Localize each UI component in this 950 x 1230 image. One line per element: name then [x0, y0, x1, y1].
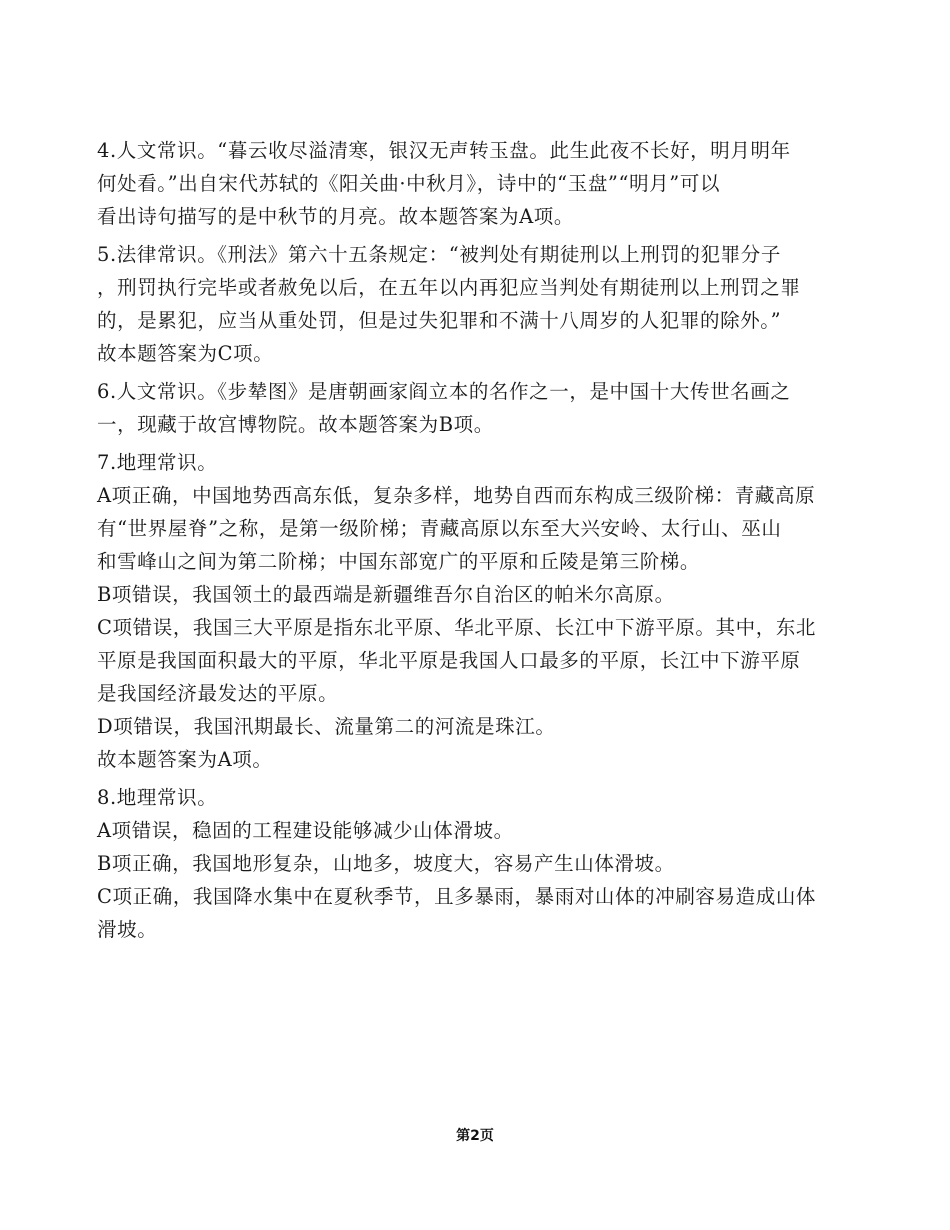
text-line: 4.人文常识。“暮云收尽溢清寒，银汉无声转玉盘。此生此夜不长好，明月明年	[97, 139, 791, 162]
text-line: 和雪峰山之间为第二阶梯；中国东部宽广的平原和丘陵是第三阶梯。	[97, 550, 701, 573]
text-line: D项错误，我国汛期最长、流量第二的河流是珠江。	[97, 715, 556, 738]
text-line: 是我国经济最发达的平原。	[97, 682, 339, 705]
text-line: B项正确，我国地形复杂，山地多，坡度大，容易产生山体滑坡。	[97, 852, 675, 875]
text-line: B项错误，我国领土的最西端是新疆维吾尔自治区的帕米尔高原。	[97, 583, 675, 606]
document-body	[97, 134, 873, 951]
text-line: A项错误，稳固的工程建设能够减少山体滑坡。	[97, 819, 514, 842]
text-line: 故本题答案为A项。	[97, 748, 273, 771]
answer-block-8	[97, 781, 873, 946]
text-line: 平原是我国面积最大的平原，华北平原是我国人口最多的平原，长江中下游平原	[97, 649, 801, 672]
text-line: A项正确，中国地势西高东低，复杂多样，地势自西而东构成三级阶梯：青藏高原	[97, 484, 816, 507]
answer-block-6	[97, 375, 873, 441]
text-line: 7.地理常识。	[97, 451, 218, 474]
text-line: 有“世界屋脊”之称，是第一级阶梯；青藏高原以东至大兴安岭、太行山、巫山	[97, 517, 782, 540]
text-line: 6.人文常识。《步辇图》是唐朝画家阎立本的名作之一，是中国十大传世名画之	[97, 380, 791, 403]
page-number: 第2页	[456, 1128, 494, 1144]
text-line: 滑坡。	[97, 918, 158, 941]
answer-block-5	[97, 238, 873, 370]
text-line: C项错误，我国三大平原是指东北平原、华北平原、长江中下游平原。其中，东北	[97, 616, 817, 639]
text-line: 的，是累犯，应当从重处罚，但是过失犯罪和不满十八周岁的人犯罪的除外。”	[97, 309, 782, 332]
text-line: C项正确，我国降水集中在夏秋季节，且多暴雨，暴雨对山体的冲刷容易造成山体	[97, 885, 817, 908]
text-line: 故本题答案为C项。	[97, 342, 274, 365]
text-line: 一，现藏于故宫博物院。故本题答案为B项。	[97, 413, 494, 436]
text-line: ，刑罚执行完毕或者赦免以后，在五年以内再犯应当判处有期徒刑以上刑罚之罪	[97, 276, 801, 299]
answer-block-4	[97, 134, 873, 233]
text-line: 看出诗句描写的是中秋节的月亮。故本题答案为A项。	[97, 205, 574, 228]
text-line: 5.法律常识。《刑法》第六十五条规定：“被判处有期徒刑以上刑罚的犯罪分子	[97, 243, 781, 266]
answer-block-7	[97, 446, 873, 776]
text-line: 何处看。”出自宋代苏轼的《阳关曲·中秋月》，诗中的“玉盘”“明月”可以	[97, 172, 721, 195]
text-line: 8.地理常识。	[97, 786, 218, 809]
